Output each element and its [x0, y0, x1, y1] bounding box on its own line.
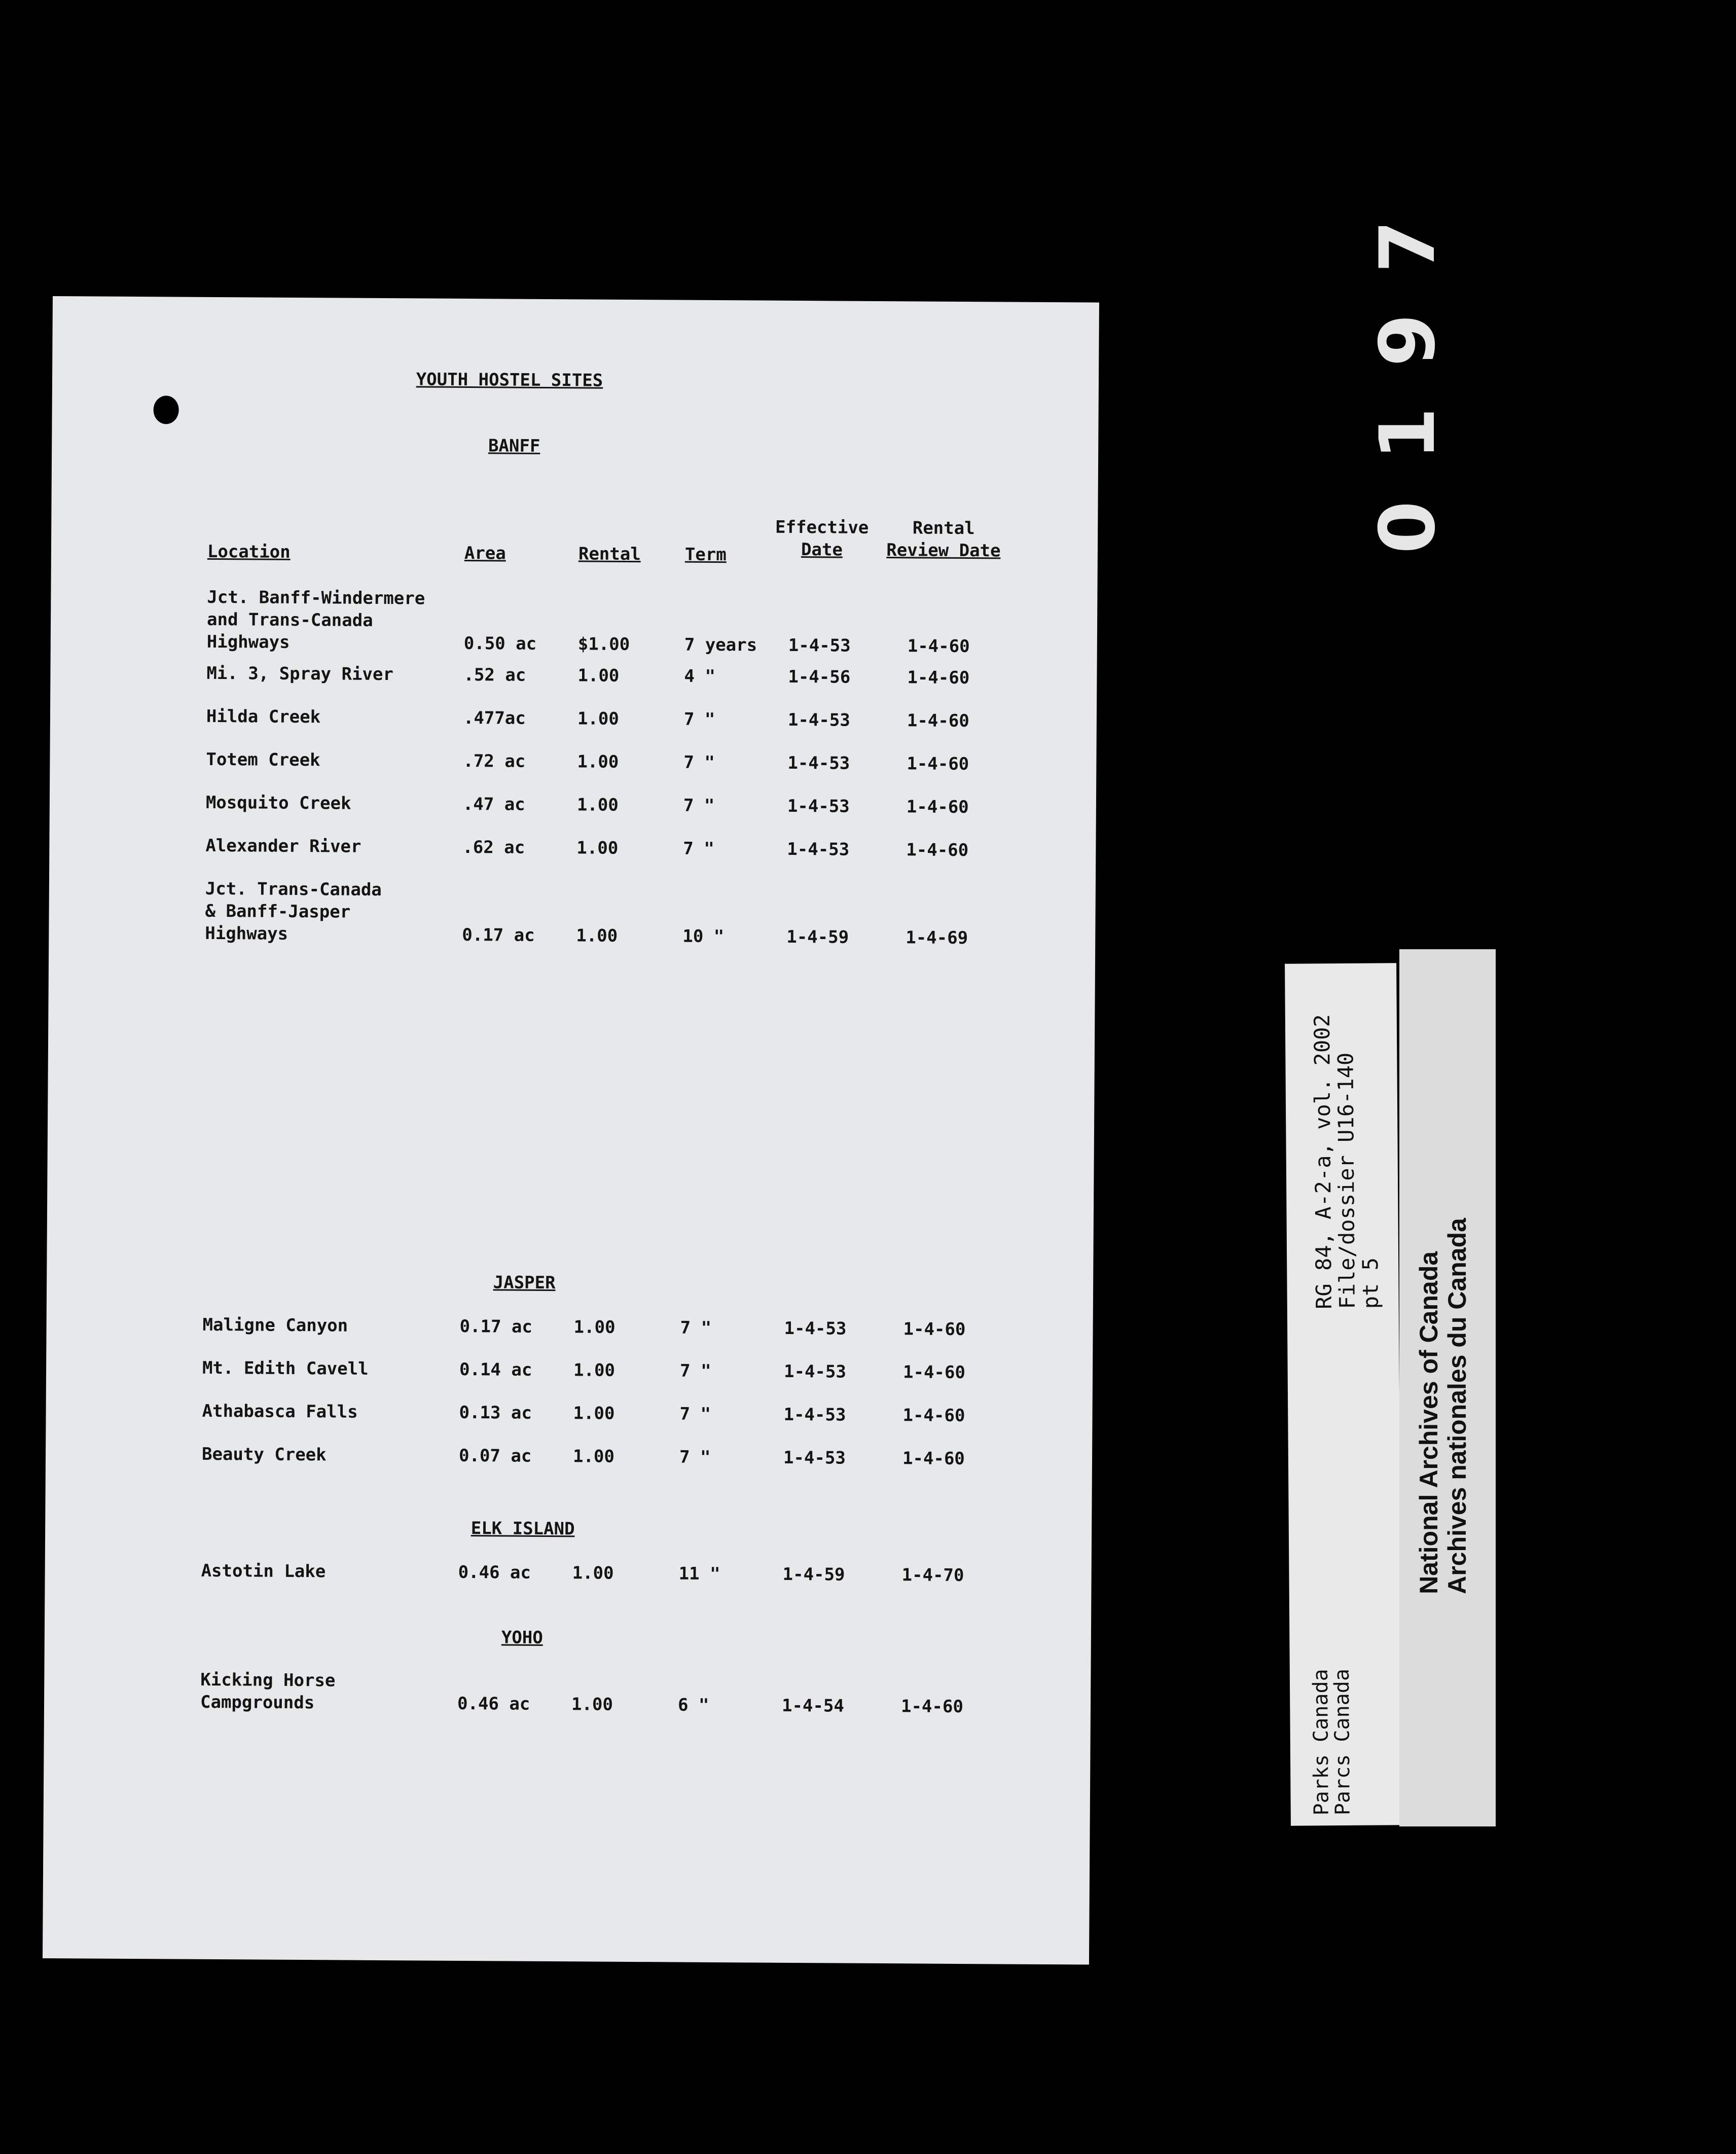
cell-review: 1-4-60 — [907, 636, 970, 657]
cell-review: 1-4-60 — [900, 1696, 963, 1717]
cell-review: 1-4-60 — [902, 1405, 965, 1426]
table-row — [50, 791, 1096, 818]
cell-location: Jct. Banff-Windermere and Trans-Canada Highways — [206, 587, 425, 653]
section-heading: JASPER — [493, 1272, 556, 1294]
section-heading: ELK ISLAND — [471, 1518, 575, 1539]
cell-review: 1-4-60 — [902, 1448, 965, 1469]
cell-effective: 1-4-53 — [784, 1318, 847, 1339]
cell-review: 1-4-70 — [901, 1565, 964, 1586]
cell-rental: 1.00 — [573, 1403, 615, 1424]
table-row — [44, 1668, 1091, 1717]
punch-hole — [153, 396, 178, 424]
table-row — [51, 585, 1098, 657]
cell-term: 7 years — [684, 634, 757, 656]
header-location: Location — [207, 541, 291, 562]
header-area: Area — [464, 543, 506, 564]
department-name: Parks Canada Parcs Canada — [1309, 1668, 1355, 1816]
cell-location: Mi. 3, Spray River — [206, 663, 394, 685]
cell-review: 1-4-60 — [907, 710, 969, 732]
document-title: YOUTH HOSTEL SITES — [416, 369, 603, 391]
institution-name: National Archives of Canada Archives nationales du Canada — [1415, 1218, 1471, 1594]
cell-area: .52 ac — [463, 664, 526, 686]
header-review-line1: Rental — [912, 518, 975, 539]
cell-area: .477ac — [463, 707, 526, 729]
cell-location: Maligne Canyon — [202, 1314, 348, 1336]
frame-number: 0 1 9 7 — [1364, 213, 1452, 554]
archive-reference-label — [1285, 963, 1402, 1825]
table-row — [46, 1399, 1093, 1426]
cell-rental: 1.00 — [577, 665, 620, 686]
archive-reference: RG 84, A-2-a, vol. 2002 File/dossier U16-140 pt 5 — [1309, 1014, 1383, 1310]
cell-area: 0.46 ac — [458, 1562, 531, 1583]
cell-effective: 1-4-53 — [787, 839, 850, 860]
cell-effective: 1-4-59 — [786, 926, 849, 948]
header-term: Term — [684, 544, 727, 565]
cell-review: 1-4-60 — [907, 753, 969, 775]
cell-rental: 1.00 — [576, 838, 619, 858]
cell-term: 7 " — [679, 1447, 711, 1467]
cell-effective: 1-4-54 — [781, 1695, 844, 1716]
cell-review: 1-4-60 — [903, 1319, 966, 1340]
header-effective-line1: Effective — [775, 517, 869, 538]
cell-location: Alexander River — [205, 835, 361, 857]
cell-rental: 1.00 — [573, 1317, 616, 1338]
cell-area: 0.07 ac — [458, 1445, 532, 1466]
table-row — [49, 877, 1096, 949]
cell-review: 1-4-60 — [902, 1362, 966, 1383]
cell-term: 7 " — [683, 752, 715, 773]
cell-effective: 1-4-53 — [787, 796, 850, 817]
cell-area: 0.17 ac — [459, 1316, 533, 1337]
cell-location: Hilda Creek — [206, 706, 321, 728]
cell-area: .72 ac — [463, 750, 526, 772]
cell-location: Beauty Creek — [201, 1444, 327, 1465]
cell-effective: 1-4-53 — [788, 635, 851, 656]
cell-term: 7 " — [679, 1360, 711, 1381]
cell-location: Astotin Lake — [201, 1560, 326, 1582]
cell-term: 7 " — [683, 795, 715, 816]
cell-location: Mt. Edith Cavell — [202, 1357, 369, 1379]
cell-area: 0.13 ac — [459, 1402, 532, 1423]
table-row — [46, 1442, 1092, 1469]
cell-area: 0.17 ac — [462, 924, 535, 946]
header-review — [883, 517, 1005, 562]
cell-term: 7 " — [680, 1317, 712, 1338]
cell-term: 7 " — [683, 838, 714, 859]
section-heading: BANFF — [488, 436, 540, 456]
table-row — [50, 704, 1097, 732]
cell-term: 7 " — [679, 1404, 711, 1424]
cell-area: .47 ac — [462, 794, 525, 815]
table-row — [45, 1559, 1092, 1586]
header-effective-line2: Date — [801, 540, 843, 560]
cell-review: 1-4-60 — [906, 797, 969, 818]
table-row — [51, 661, 1097, 689]
cell-term: 6 " — [677, 1695, 709, 1715]
cell-rental: 1.00 — [572, 1446, 615, 1467]
header-effective — [761, 516, 883, 561]
header-review-line2: Review Date — [886, 540, 1001, 561]
cell-rental: $1.00 — [577, 634, 630, 655]
cell-term: 11 " — [678, 1563, 720, 1585]
section-heading: YOHO — [501, 1627, 543, 1648]
table-row — [50, 747, 1097, 775]
cell-rental: 1.00 — [576, 925, 618, 946]
cell-term: 10 " — [682, 926, 725, 947]
cell-review: 1-4-60 — [906, 840, 969, 861]
table-row — [46, 1356, 1093, 1383]
table-row — [47, 1313, 1093, 1340]
cell-effective: 1-4-53 — [787, 709, 850, 731]
cell-effective: 1-4-53 — [783, 1404, 846, 1425]
cell-rental: 1.00 — [573, 1360, 616, 1381]
cell-effective: 1-4-59 — [782, 1564, 845, 1585]
cell-term: 7 " — [683, 709, 715, 730]
cell-effective: 1-4-53 — [783, 1447, 846, 1468]
cell-area: 0.50 ac — [463, 633, 537, 654]
table-row — [50, 834, 1096, 861]
cell-rental: 1.00 — [577, 708, 619, 729]
header-rental: Rental — [578, 544, 641, 565]
cell-area: .62 ac — [462, 837, 525, 858]
cell-effective: 1-4-56 — [788, 666, 851, 688]
cell-review: 1-4-69 — [906, 927, 968, 949]
archive-institution-label — [1399, 949, 1496, 1826]
cell-location: Mosquito Creek — [205, 792, 351, 814]
cell-rental: 1.00 — [571, 1694, 613, 1715]
document-page — [43, 296, 1099, 1965]
cell-area: 0.46 ac — [457, 1693, 530, 1714]
cell-location: Jct. Trans-Canada & Banff-Jasper Highways — [205, 878, 382, 944]
cell-rental: 1.00 — [572, 1563, 614, 1584]
cell-location: Athabasca Falls — [202, 1401, 358, 1422]
cell-rental: 1.00 — [577, 751, 619, 772]
cell-review: 1-4-60 — [907, 667, 970, 689]
cell-location: Kicking Horse Campgrounds — [200, 1669, 336, 1713]
cell-effective: 1-4-53 — [787, 752, 850, 774]
cell-effective: 1-4-53 — [783, 1361, 847, 1382]
cell-term: 4 " — [684, 666, 715, 687]
cell-area: 0.14 ac — [459, 1359, 532, 1380]
cell-location: Totem Creek — [206, 749, 320, 771]
cell-rental: 1.00 — [576, 795, 619, 815]
